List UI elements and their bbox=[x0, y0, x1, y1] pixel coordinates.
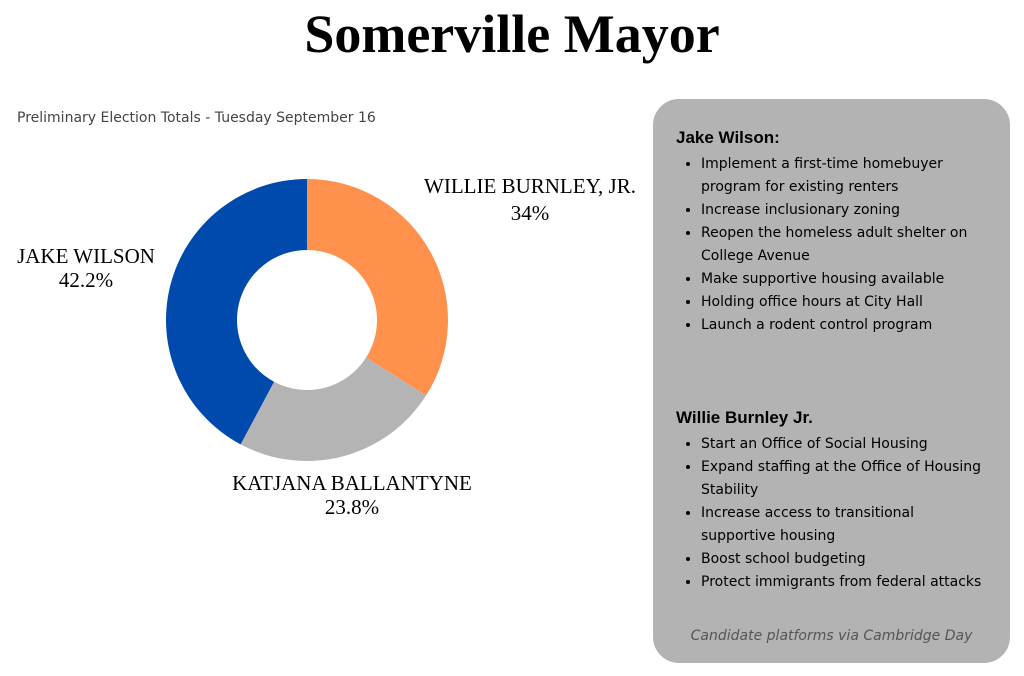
platform-item: • Increase inclusionary zoning bbox=[701, 199, 992, 222]
slice-name-label: JAKE WILSON bbox=[17, 244, 155, 268]
slice-value-label: 34% bbox=[510, 201, 550, 225]
platform-item: • Holding office hours at City Hall bbox=[701, 291, 992, 314]
candidate-name: Jake Wilson: bbox=[676, 128, 780, 147]
page-title: Somerville Mayor bbox=[304, 4, 720, 64]
platform-item: • Increase access to transitional supportive housing bbox=[701, 502, 992, 548]
platform-item: • Implement a first-time homebuyer program for existing renters bbox=[701, 153, 992, 199]
slice-value-label: 23.8% bbox=[324, 495, 380, 519]
platform-item: • Make supportive housing available bbox=[701, 268, 992, 291]
candidate-block-2 bbox=[676, 407, 992, 594]
slice-name-label: KATJANA BALLANTYNE bbox=[232, 471, 472, 495]
candidate-name: Willie Burnley Jr. bbox=[676, 408, 813, 427]
platform-panel bbox=[653, 99, 1010, 663]
donut-chart bbox=[0, 150, 650, 530]
platform-list bbox=[676, 433, 992, 594]
candidate-block-1 bbox=[676, 127, 992, 337]
donut-slice bbox=[307, 179, 448, 396]
platform-item: • Launch a rodent control program bbox=[701, 314, 992, 337]
platform-item: • Expand staffing at the Office of Housing Stability bbox=[701, 456, 992, 502]
slice-value-label: 42.2% bbox=[58, 268, 114, 292]
platform-item: • Reopen the homeless adult shelter on College Avenue bbox=[701, 222, 992, 268]
platform-item: • Protect immigrants from federal attacks bbox=[701, 571, 992, 594]
source-note: Candidate platforms via Cambridge Day bbox=[690, 628, 973, 644]
platform-item: • Start an Office of Social Housing bbox=[701, 433, 992, 456]
chart-subtitle: Preliminary Election Totals - Tuesday September 16 bbox=[17, 110, 376, 126]
platform-item: • Boost school budgeting bbox=[701, 548, 992, 571]
slice-name-label: WILLIE BURNLEY, JR. bbox=[424, 174, 636, 198]
platform-list bbox=[676, 153, 992, 337]
